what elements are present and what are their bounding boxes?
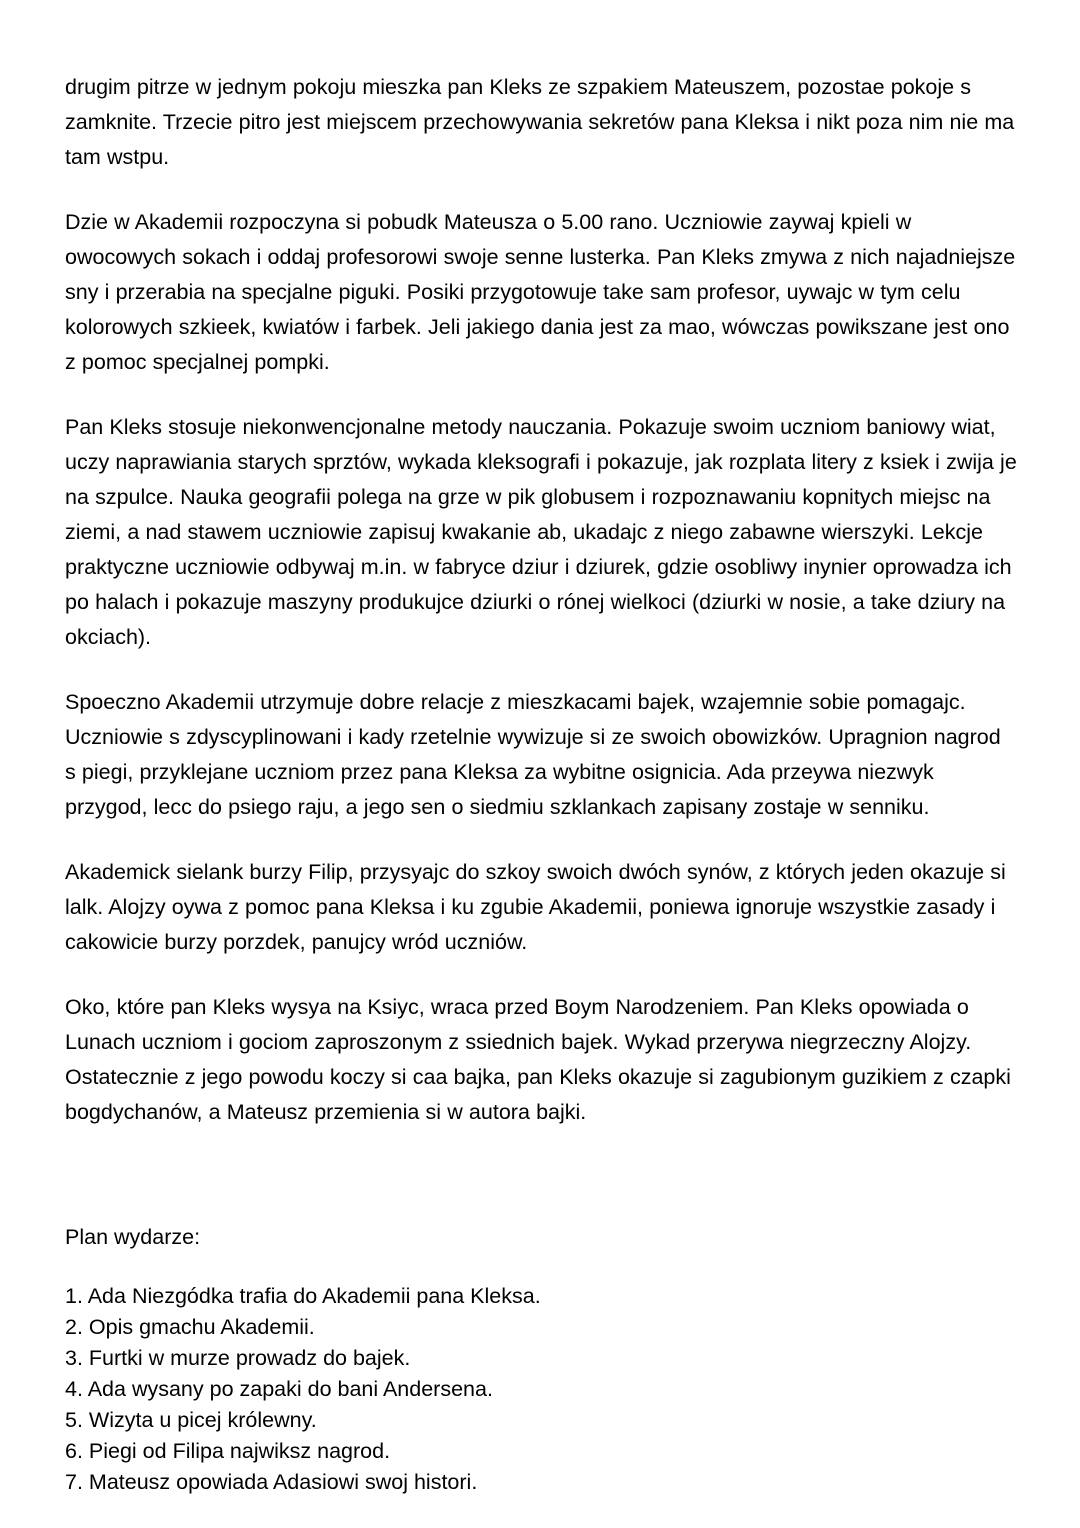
document-body [65,70,1017,1498]
paragraph-1: drugim pitrze w jednym pokoju mieszka pan Kleks ze szpakiem Mateuszem, pozostae pokoje s zamknite. Trzecie pitro jest miejscem przechowywania sekretów pana Kleksa i nikt poza nim nie ma tam wstpu. [65,75,1015,169]
paragraph-2: Dzie w Akademii rozpoczyna si pobudk Mateusza o 5.00 rano. Uczniowie zaywaj kpieli w owocowych sokach i oddaj profesorowi swoje senne lusterka. Pan Kleks zmywa z nich najadniejsze sny i przerabia na specjalne piguki. Posiki przygotowuje take sam profesor, uywajc w tym celu kolorowych szkieek, kwiatów i farbek. Jeli jakiego dania jest za mao, wówczas powikszane jest ono z pomoc specjalnej pompki. [65,210,1016,374]
plan-heading: Plan wydarze: [65,1225,201,1249]
paragraph-3: Pan Kleks stosuje niekonwencjonalne metody nauczania. Pokazuje swoim uczniom baniowy wiat, uczy naprawiania starych sprztów, wykada kleksografi i pokazuje, jak rozplata litery z ksiek i zwija je na szpulce. Nauka geografii polega na grze w pik globusem i rozpoznawaniu kopnitych miejsc na ziemi, a nad stawem uczniowie zapisuj kwakanie ab, ukadajc z niego zabawne wierszyki. Lekcje praktyczne uczniowie odbywaj m.in. w fabryce dziur i dziurek, gdzie osobliwy inynier oprowadza ich po halach i pokazuje maszyny produkujce dziurki o rónej wielkoci (dziurki w nosie, a take dziury na okciach). [65,415,1017,649]
list-item: 7. Mateusz opowiada Adasiowi swoj histori. [65,1470,478,1494]
plan-list [65,1281,1017,1498]
list-item: 4. Ada wysany po zapaki do bani Andersena. [65,1377,493,1401]
paragraph-5: Akademick sielank burzy Filip, przysyajc do szkoy swoich dwóch synów, z których jeden okazuje si lalk. Alojzy oywa z pomoc pana Kleksa i ku zgubie Akademii, poniewa ignoruje wszystkie zasady i cakowicie burzy porzdek, panujcy wród uczniów. [65,860,1006,954]
list-item: 2. Opis gmachu Akademii. [65,1315,315,1339]
paragraph-4: Spoeczno Akademii utrzymuje dobre relacje z mieszkacami bajek, wzajemnie sobie pomagajc. Uczniowie s zdyscyplinowani i kady rzetelnie wywizuje si ze swoich obowizków. Upragnion nagrod s piegi, przyklejane uczniom przez pana Kleksa za wybitne osignicia. Ada przeywa niezwyk przygod, lecc do psiego raju, a jego sen o siedmiu szklankach zapisany zostaje w senniku. [65,690,1001,819]
list-item: 6. Piegi od Filipa najwiksz nagrod. [65,1439,391,1463]
list-item: 5. Wizyta u picej królewny. [65,1408,317,1432]
plan-heading-gap [65,1255,1017,1281]
paragraph-6: Oko, które pan Kleks wysya na Ksiyc, wraca przed Boym Narodzeniem. Pan Kleks opowiada o Lunach uczniom i gociom zaproszonym z ssiednich bajek. Wykad przerywa niegrzeczny Alojzy. Ostatecznie z jego powodu koczy si caa bajka, pan Kleks okazuje si zagubionym guzikiem z czapki bogdychanów, a Mateusz przemienia si w autora bajki. [65,995,1011,1124]
list-item: 1. Ada Niezgódka trafia do Akademii pana Kleksa. [65,1284,541,1308]
section-spacer [65,1160,1017,1220]
list-item: 3. Furtki w murze prowadz do bajek. [65,1346,411,1370]
